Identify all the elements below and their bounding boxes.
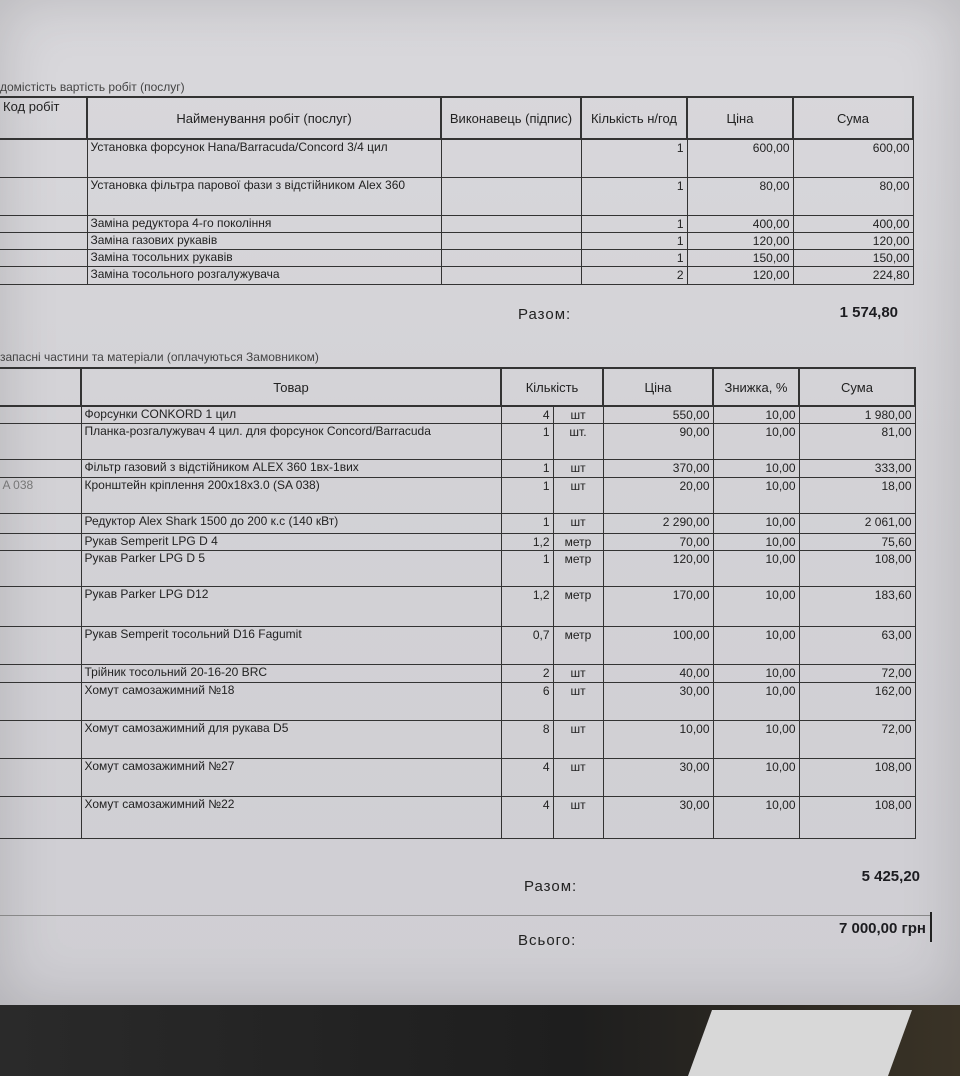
table-row (0, 139, 913, 177)
work-code-cell (0, 232, 87, 249)
part-name-cell: Рукав Semperit LPG D 4 (81, 534, 501, 551)
part-unit-cell: метр (553, 627, 603, 665)
work-name-cell: Заміна редуктора 4-го покоління (87, 215, 441, 232)
part-qty-cell: 0,7 (501, 627, 553, 665)
table-row (0, 266, 913, 284)
part-sum-cell: 2 061,00 (799, 514, 915, 534)
table-row (0, 721, 915, 759)
part-unit-cell: шт. (553, 424, 603, 460)
work-executor-cell (441, 232, 581, 249)
table-row (0, 478, 915, 514)
works-total-value: 1 574,80 (839, 304, 898, 321)
part-code-cell (0, 797, 81, 839)
part-code-cell (0, 424, 81, 460)
part-unit-cell: шт (553, 797, 603, 839)
work-qty-cell: 1 (581, 215, 687, 232)
work-sum-cell: 80,00 (793, 177, 913, 215)
part-price-cell: 70,00 (603, 534, 713, 551)
part-code-cell (0, 514, 81, 534)
works-header-name: Найменування робіт (послуг) (87, 97, 441, 139)
part-code-cell (0, 406, 81, 424)
work-price-cell: 80,00 (687, 177, 793, 215)
part-sum-cell: 75,60 (799, 534, 915, 551)
part-name-cell: Редуктор Alex Shark 1500 до 200 к.с (140 кВт) (81, 514, 501, 534)
work-price-cell: 120,00 (687, 266, 793, 284)
table-row (0, 627, 915, 665)
part-discount-cell: 10,00 (713, 587, 799, 627)
works-section-title: домістість вартість робіт (послуг) (0, 80, 185, 94)
grand-total-value: 7 000,00 грн (838, 920, 926, 937)
table-row (0, 759, 915, 797)
part-sum-cell: 81,00 (799, 424, 915, 460)
work-sum-cell: 400,00 (793, 215, 913, 232)
part-qty-cell: 1,2 (501, 534, 553, 551)
part-sum-cell: 18,00 (799, 478, 915, 514)
part-name-cell: Рукав Parker LPG D12 (81, 587, 501, 627)
part-discount-cell: 10,00 (713, 683, 799, 721)
parts-header-discount: Знижка, % (713, 368, 799, 406)
part-unit-cell: метр (553, 551, 603, 587)
table-row (0, 534, 915, 551)
part-name-cell: Кронштейн кріплення 200х18х3.0 (SA 038) (81, 478, 501, 514)
work-code-cell (0, 215, 87, 232)
part-unit-cell: шт (553, 721, 603, 759)
part-qty-cell: 1 (501, 478, 553, 514)
part-unit-cell: шт (553, 759, 603, 797)
work-price-cell: 400,00 (687, 215, 793, 232)
part-sum-cell: 108,00 (799, 759, 915, 797)
table-row (0, 177, 913, 215)
grand-total-box-edge (930, 912, 932, 942)
part-price-cell: 2 290,00 (603, 514, 713, 534)
works-header-price: Ціна (687, 97, 793, 139)
work-qty-cell: 1 (581, 139, 687, 177)
work-code-cell (0, 177, 87, 215)
part-name-cell: Форсунки CONKORD 1 цил (81, 406, 501, 424)
work-executor-cell (441, 215, 581, 232)
work-sum-cell: 224,80 (793, 266, 913, 284)
part-name-cell: Фільтр газовий з відстійником ALEX 360 1вх-1вих (81, 460, 501, 478)
work-name-cell: Установка форсунок Hana/Barracuda/Concord 3/4 цил (87, 139, 441, 177)
part-price-cell: 90,00 (603, 424, 713, 460)
part-sum-cell: 333,00 (799, 460, 915, 478)
table-row (0, 514, 915, 534)
part-sum-cell: 72,00 (799, 665, 915, 683)
part-price-cell: 100,00 (603, 627, 713, 665)
work-price-cell: 600,00 (687, 139, 793, 177)
part-discount-cell: 10,00 (713, 797, 799, 839)
part-unit-cell: метр (553, 534, 603, 551)
grand-total-divider (0, 915, 930, 916)
part-name-cell: Трійник тосольний 20-16-20 BRC (81, 665, 501, 683)
part-price-cell: 30,00 (603, 759, 713, 797)
part-code-cell (0, 534, 81, 551)
part-code-cell (0, 759, 81, 797)
part-discount-cell: 10,00 (713, 406, 799, 424)
part-price-cell: 170,00 (603, 587, 713, 627)
part-name-cell: Хомут самозажимний №22 (81, 797, 501, 839)
table-row (0, 424, 915, 460)
part-price-cell: 120,00 (603, 551, 713, 587)
work-code-cell (0, 266, 87, 284)
part-qty-cell: 4 (501, 759, 553, 797)
part-code-cell (0, 721, 81, 759)
table-row (0, 587, 915, 627)
works-header-executor: Виконавець (підпис) (441, 97, 581, 139)
work-sum-cell: 120,00 (793, 232, 913, 249)
work-code-cell (0, 249, 87, 266)
part-discount-cell: 10,00 (713, 534, 799, 551)
part-name-cell: Хомут самозажимний №27 (81, 759, 501, 797)
part-sum-cell: 108,00 (799, 551, 915, 587)
part-name-cell: Хомут самозажимний для рукава D5 (81, 721, 501, 759)
works-header-code: Код робіт (0, 97, 87, 139)
part-qty-cell: 1 (501, 551, 553, 587)
work-sum-cell: 150,00 (793, 249, 913, 266)
part-code-cell (0, 627, 81, 665)
work-qty-cell: 2 (581, 266, 687, 284)
part-discount-cell: 10,00 (713, 627, 799, 665)
works-header-sum: Сума (793, 97, 913, 139)
work-code-cell (0, 139, 87, 177)
work-qty-cell: 1 (581, 249, 687, 266)
part-qty-cell: 1 (501, 424, 553, 460)
part-code-cell (0, 587, 81, 627)
part-qty-cell: 2 (501, 665, 553, 683)
part-unit-cell: шт (553, 514, 603, 534)
table-row (0, 551, 915, 587)
parts-header-qty: Кількість (501, 368, 603, 406)
part-price-cell: 30,00 (603, 797, 713, 839)
part-discount-cell: 10,00 (713, 514, 799, 534)
part-discount-cell: 10,00 (713, 721, 799, 759)
parts-total-value: 5 425,20 (861, 868, 920, 885)
part-qty-cell: 1,2 (501, 587, 553, 627)
works-total-label: Разом: (518, 306, 572, 323)
part-sum-cell: 72,00 (799, 721, 915, 759)
part-price-cell: 370,00 (603, 460, 713, 478)
part-qty-cell: 4 (501, 797, 553, 839)
work-qty-cell: 1 (581, 177, 687, 215)
part-code-cell (0, 460, 81, 478)
part-sum-cell: 63,00 (799, 627, 915, 665)
part-qty-cell: 1 (501, 460, 553, 478)
part-discount-cell: 10,00 (713, 424, 799, 460)
parts-table (0, 367, 916, 839)
table-row (0, 232, 913, 249)
part-price-cell: 550,00 (603, 406, 713, 424)
part-discount-cell: 10,00 (713, 460, 799, 478)
work-executor-cell (441, 266, 581, 284)
part-name-cell: Планка-розгалужувач 4 цил. для форсунок Concord/Barracuda (81, 424, 501, 460)
part-qty-cell: 6 (501, 683, 553, 721)
table-row (0, 683, 915, 721)
table-row (0, 797, 915, 839)
part-discount-cell: 10,00 (713, 665, 799, 683)
parts-header-sum: Сума (799, 368, 915, 406)
work-sum-cell: 600,00 (793, 139, 913, 177)
work-executor-cell (441, 139, 581, 177)
part-price-cell: 30,00 (603, 683, 713, 721)
part-code-cell: A 038 (0, 478, 81, 514)
part-sum-cell: 162,00 (799, 683, 915, 721)
part-sum-cell: 1 980,00 (799, 406, 915, 424)
part-price-cell: 20,00 (603, 478, 713, 514)
work-name-cell: Заміна газових рукавів (87, 232, 441, 249)
part-sum-cell: 183,60 (799, 587, 915, 627)
part-unit-cell: метр (553, 587, 603, 627)
work-qty-cell: 1 (581, 232, 687, 249)
table-row (0, 460, 915, 478)
work-price-cell: 120,00 (687, 232, 793, 249)
part-code-cell (0, 665, 81, 683)
paper-corner-below (688, 1010, 912, 1076)
part-price-cell: 40,00 (603, 665, 713, 683)
part-discount-cell: 10,00 (713, 759, 799, 797)
work-name-cell: Установка фільтра парової фази з відстійником Alex 360 (87, 177, 441, 215)
table-row (0, 406, 915, 424)
part-unit-cell: шт (553, 665, 603, 683)
part-price-cell: 10,00 (603, 721, 713, 759)
part-name-cell: Хомут самозажимний №18 (81, 683, 501, 721)
grand-total-label: Всього: (518, 932, 577, 949)
part-code-cell (0, 683, 81, 721)
parts-header-item: Товар (81, 368, 501, 406)
part-unit-cell: шт (553, 460, 603, 478)
table-row (0, 215, 913, 232)
part-code-cell (0, 551, 81, 587)
works-table (0, 96, 914, 285)
part-unit-cell: шт (553, 683, 603, 721)
part-name-cell: Рукав Semperit тосольний D16 Fagumit (81, 627, 501, 665)
work-name-cell: Заміна тосольного розгалужувача (87, 266, 441, 284)
part-name-cell: Рукав Parker LPG D 5 (81, 551, 501, 587)
parts-header-price: Ціна (603, 368, 713, 406)
part-discount-cell: 10,00 (713, 551, 799, 587)
part-sum-cell: 108,00 (799, 797, 915, 839)
part-qty-cell: 8 (501, 721, 553, 759)
part-qty-cell: 1 (501, 514, 553, 534)
works-header-qty: Кількість н/год (581, 97, 687, 139)
work-price-cell: 150,00 (687, 249, 793, 266)
table-row (0, 665, 915, 683)
work-executor-cell (441, 249, 581, 266)
part-discount-cell: 10,00 (713, 478, 799, 514)
part-unit-cell: шт (553, 406, 603, 424)
parts-total-label: Разом: (524, 878, 578, 895)
part-qty-cell: 4 (501, 406, 553, 424)
table-row (0, 249, 913, 266)
parts-section-title: запасні частини та матеріали (оплачуються Замовником) (0, 350, 319, 364)
parts-header-code (0, 368, 81, 406)
work-executor-cell (441, 177, 581, 215)
part-unit-cell: шт (553, 478, 603, 514)
work-name-cell: Заміна тосольних рукавів (87, 249, 441, 266)
